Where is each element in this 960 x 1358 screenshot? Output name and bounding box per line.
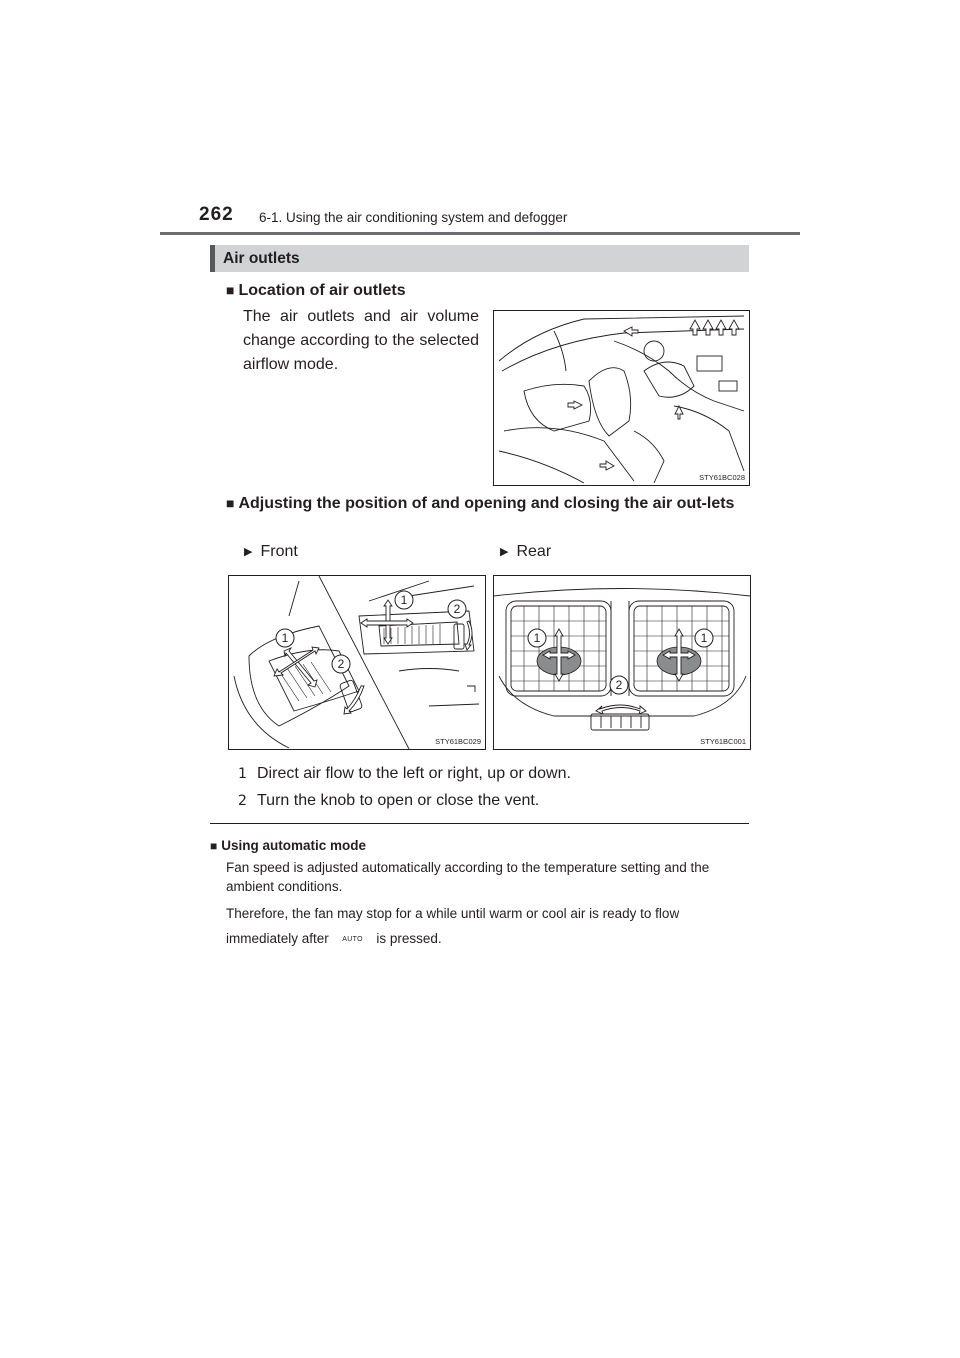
callout-1: 1 [400, 593, 408, 607]
auto-button-icon: AUTO [342, 936, 363, 943]
step-2 [236, 791, 539, 811]
rear-vent-illustration [494, 576, 750, 749]
callout-1: 1 [533, 631, 541, 645]
location-body-text: The air outlets and air volume change according to the selected airflow mode. [243, 308, 479, 373]
triangle-bullet-icon: ▶ [500, 546, 509, 558]
adjusting-heading-text: Adjusting the position of and opening and closing the air out-lets [238, 495, 735, 512]
rear-label-text: Rear [516, 543, 552, 560]
square-bullet-icon: ■ [210, 839, 218, 853]
figure-code: STY61BC028 [699, 473, 745, 482]
note-heading [210, 838, 366, 853]
step-1 [236, 764, 571, 784]
step-number: 1 [238, 766, 247, 782]
callout-1: 1 [700, 631, 708, 645]
rear-label [500, 543, 551, 561]
callout-2: 2 [337, 657, 345, 671]
rear-vents-figure [493, 575, 751, 750]
front-vents-figure [228, 575, 486, 750]
interior-airflow-figure [493, 310, 750, 486]
section-bar-accent [210, 245, 215, 272]
location-heading [226, 279, 406, 302]
square-bullet-icon: ■ [226, 282, 235, 298]
square-bullet-icon: ■ [226, 495, 235, 511]
note-divider [210, 823, 749, 824]
section-title: Air outlets [223, 250, 300, 267]
note-heading-text: Using automatic mode [221, 838, 367, 853]
callout-2: 2 [453, 602, 461, 616]
note-text: Therefore, the fan may stop for a while until warm or cool air is ready to flow immediately after [226, 906, 680, 946]
callout-1: 1 [281, 631, 289, 645]
page-number: 262 [199, 204, 234, 225]
figure-code: STY61BC001 [700, 737, 746, 746]
section-title-bar [210, 245, 749, 272]
step-text: Turn the knob to open or close the vent. [257, 792, 540, 809]
car-interior-illustration [494, 311, 749, 485]
location-heading-text: Location of air outlets [238, 282, 406, 299]
front-vent-illustration [229, 576, 485, 749]
front-label-text: Front [260, 543, 298, 560]
note-paragraph-2 [226, 901, 746, 952]
step-text: Direct air flow to the left or right, up or down. [257, 765, 571, 782]
adjusting-heading [226, 492, 750, 515]
chapter-title: 6-1. Using the air conditioning system and defogger [259, 210, 568, 225]
note-text: is pressed. [376, 931, 442, 946]
figure-code: STY61BC029 [435, 737, 481, 746]
step-number: 2 [238, 793, 247, 809]
header-divider [160, 232, 800, 235]
front-label [244, 543, 298, 561]
callout-2: 2 [615, 678, 623, 692]
triangle-bullet-icon: ▶ [244, 546, 253, 558]
note-paragraph-1: Fan speed is adjusted automatically according to the temperature setting and the ambient conditions. [226, 860, 710, 894]
